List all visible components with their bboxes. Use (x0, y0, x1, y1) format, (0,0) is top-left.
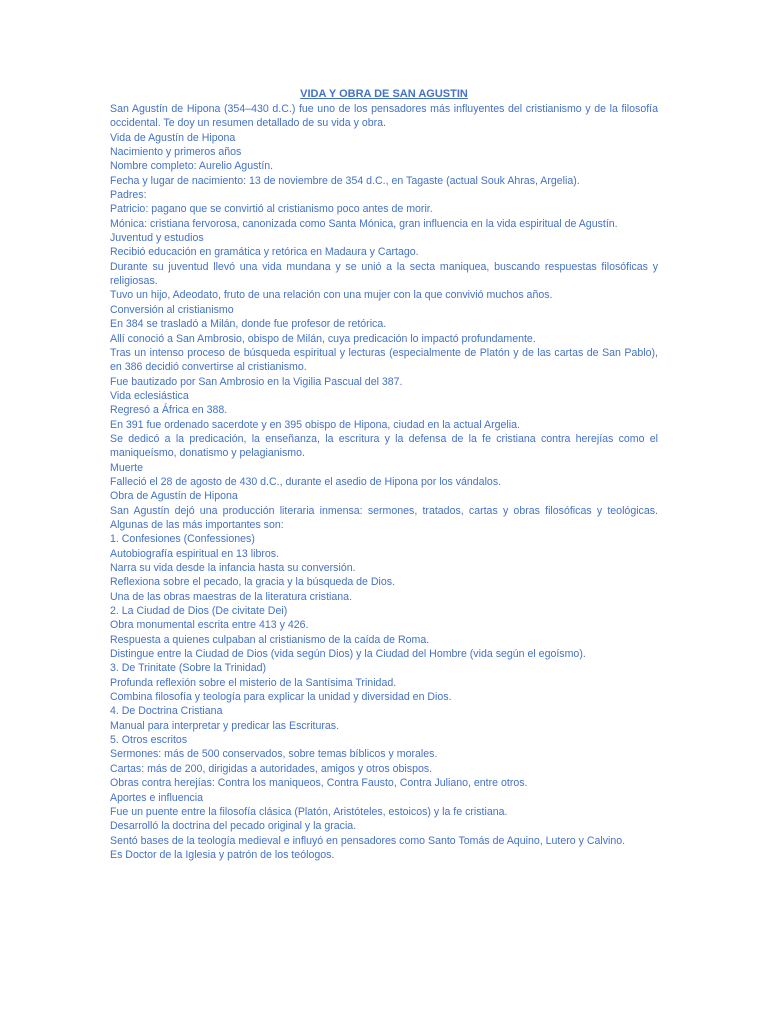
paragraph: Obra monumental escrita entre 413 y 426. (110, 619, 309, 632)
paragraph: Reflexiona sobre el pecado, la gracia y la búsqueda de Dios. (110, 576, 396, 589)
paragraph: Nacimiento y primeros años (110, 146, 242, 159)
paragraph: Narra su vida desde la infancia hasta su conversión. (110, 562, 356, 574)
paragraph: 1. Confesiones (Confessiones) (110, 533, 255, 546)
paragraph: Nombre completo: Aurelio Agustín. (110, 160, 274, 173)
paragraph: Recibió educación en gramática y retórica en Madaura y Cartago. (110, 246, 419, 259)
paragraph: Vida de Agustín de Hipona (110, 131, 236, 144)
paragraph: San Agustín dejó una producción literaria inmensa: sermones, tratados, cartas y obras filosóficas y teológicas. Algunas de las más importantes son: (110, 504, 658, 531)
paragraph: Sermones: más de 500 conservados, sobre temas bíblicos y morales. (110, 748, 438, 761)
paragraph: Combina filosofía y teología para explicar la unidad y diversidad en Dios. (110, 691, 452, 704)
paragraph: Respuesta a quienes culpaban al cristianismo de la caída de Roma. (110, 633, 430, 646)
paragraph: Obras contra herejías: Contra los maniqueos, Contra Fausto, Contra Juliano, entre otros. (110, 777, 528, 790)
paragraph: Vida eclesiástica (110, 389, 189, 402)
paragraph: Manual para interpretar y predicar las Escrituras. (110, 719, 340, 732)
paragraph: 2. La Ciudad de Dios (De civitate Dei) (110, 605, 288, 618)
paragraph: Sentó bases de la teología medieval e influyó en pensadores como Santo Tomás de Aquino, Lutero y Calvino. (110, 834, 626, 847)
paragraph: Conversión al cristianismo (110, 303, 234, 316)
paragraph: Muerte (110, 461, 143, 474)
paragraph: Aportes e influencia (110, 791, 204, 804)
paragraph: Falleció el 28 de agosto de 430 d.C., durante el asedio de Hipona por los vándalos. (110, 475, 502, 488)
document-body (110, 87, 658, 862)
paragraph: Patricio: pagano que se convirtió al cristianismo poco antes de morir. (110, 203, 433, 216)
paragraph: 5. Otros escritos (110, 734, 188, 747)
paragraph: San Agustín de Hipona (354–430 d.C.) fue uno de los pensadores más influyentes del cristianismo y de la filosofía occidental. Te doy un resumen detallado de su vida y obra. (110, 103, 658, 130)
paragraph: Durante su juventud llevó una vida mundana y se unió a la secta maniquea, buscando respuestas filosóficas y religiosas. (110, 260, 658, 288)
paragraph: Allí conoció a San Ambrosio, obispo de Milán, cuya predicación lo impactó profundamente. (110, 332, 536, 345)
paragraph: Una de las obras maestras de la literatura cristiana. (110, 590, 353, 603)
paragraph: Fue bautizado por San Ambrosio en la Vigilia Pascual del 387. (110, 375, 403, 388)
paragraph: En 384 se trasladó a Milán, donde fue profesor de retórica. (110, 318, 387, 331)
paragraph: Es Doctor de la Iglesia y patrón de los teólogos. (110, 848, 335, 861)
paragraph: Mónica: cristiana fervorosa, canonizada como Santa Mónica, gran influencia en la vida espiritual de Agustín. (110, 217, 618, 230)
paragraph: Fecha y lugar de nacimiento: 13 de noviembre de 354 d.C., en Tagaste (actual Souk Ahras, Argelia). (110, 174, 580, 187)
paragraph: Tuvo un hijo, Adeodato, fruto de una relación con una mujer con la que convivió muchos años. (110, 289, 553, 302)
paragraph: Obra de Agustín de Hipona (110, 490, 238, 503)
paragraph: Autobiografía espiritual en 13 libros. (110, 547, 280, 560)
paragraph: Cartas: más de 200, dirigidas a autoridades, amigos y otros obispos. (110, 762, 433, 775)
paragraph: Fue un puente entre la filosofía clásica (Platón, Aristóteles, estoicos) y la fe cristiana. (110, 805, 508, 818)
paragraph-list (110, 102, 658, 862)
paragraph: Profunda reflexión sobre el misterio de la Santísima Trinidad. (110, 676, 397, 689)
paragraph: 3. De Trinitate (Sobre la Trinidad) (110, 662, 267, 675)
paragraph: Regresó a África en 388. (110, 404, 228, 417)
paragraph: Distingue entre la Ciudad de Dios (vida según Dios) y la Ciudad del Hombre (vida según el egoísmo). (110, 648, 586, 661)
paragraph: Padres: (110, 189, 147, 202)
paragraph: Se dedicó a la predicación, la enseñanza, la escritura y la defensa de la fe cristiana contra herejías como el maniqueísmo, donatismo y pelagianismo. (110, 432, 658, 460)
paragraph: Tras un intenso proceso de búsqueda espiritual y lecturas (especialmente de Platón y de las cartas de San Pablo), en 386 decidió convertirse al cristianismo. (110, 346, 658, 374)
paragraph: Juventud y estudios (110, 232, 204, 245)
paragraph: Desarrolló la doctrina del pecado original y la gracia. (110, 820, 357, 833)
paragraph: 4. De Doctrina Cristiana (110, 705, 223, 718)
document-title: VIDA Y OBRA DE SAN AGUSTIN (300, 88, 468, 100)
paragraph: En 391 fue ordenado sacerdote y en 395 obispo de Hipona, ciudad en la actual Argelia. (110, 418, 520, 431)
